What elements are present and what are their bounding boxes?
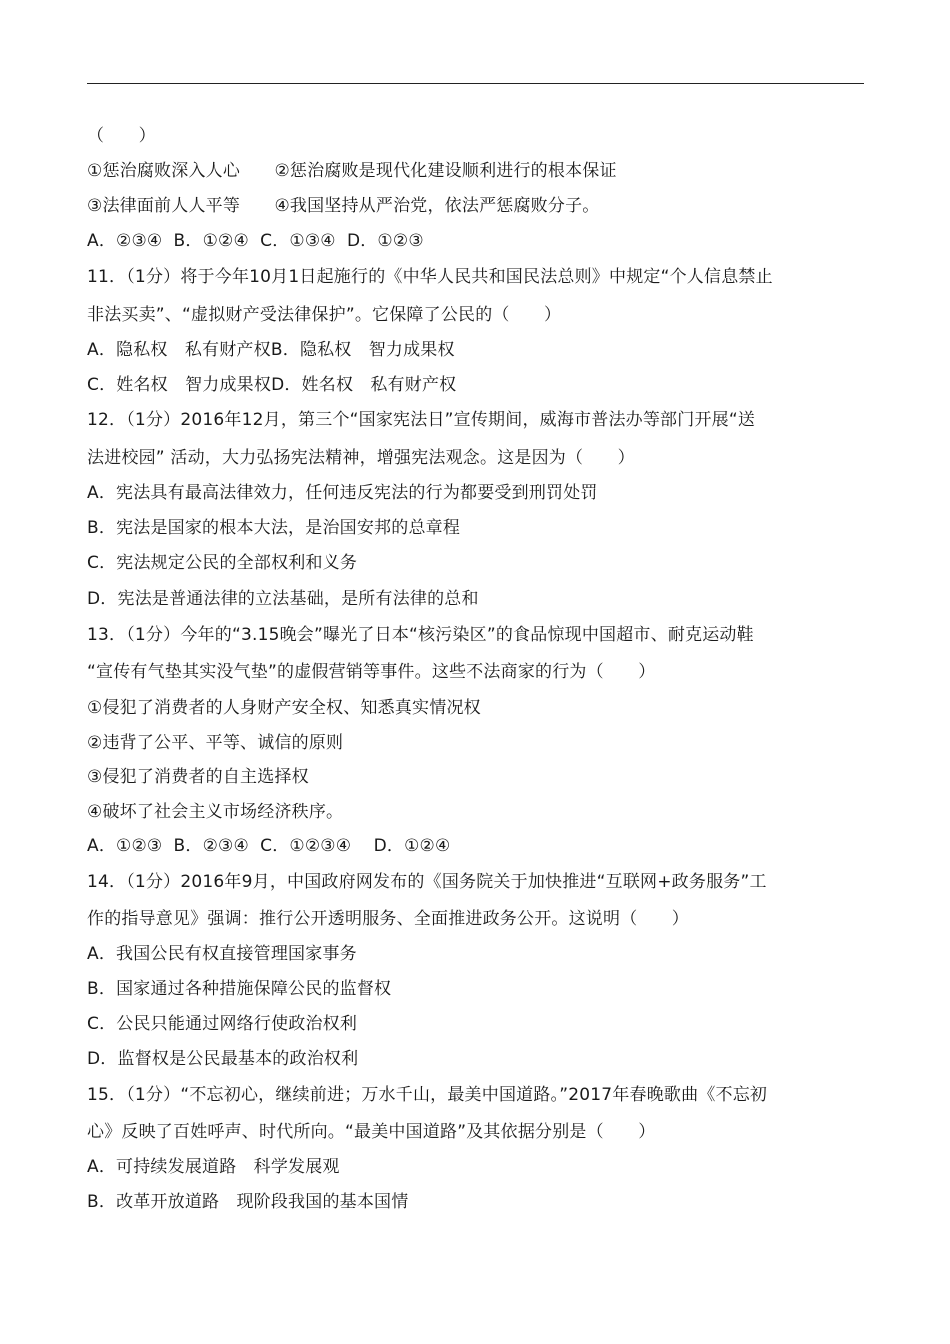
text-line: ③侵犯了消费者的自主选择权 — [87, 767, 309, 787]
answer-options: A．①②③ B．②③④ C．①②③④ D．①②④ — [87, 836, 451, 856]
answer-option: B．国家通过各种措施保障公民的监督权 — [87, 979, 392, 999]
text-line: ③法律面前人人平等 ④我国坚持从严治党，依法严惩腐败分子。 — [87, 196, 600, 216]
question-15-stem: 15．（1分）“不忘初心，继续前进；万水千山，最美中国道路。”2017年春晚歌曲《不忘初 — [87, 1085, 768, 1105]
text-line: ②违背了公平、平等、诚信的原则 — [87, 733, 344, 753]
answer-option: A．可持续发展道路 科学发展观 — [87, 1157, 340, 1177]
text-line: ①惩治腐败深入人心 ②惩治腐败是现代化建设顺利进行的根本保证 — [87, 161, 617, 181]
answer-option: B．宪法是国家的根本大法，是治国安邦的总章程 — [87, 518, 461, 538]
question-12-stem: 12．（1分）2016年12月，第三个“国家宪法日”宣传期间，威海市普法办等部门开展“送 — [87, 410, 756, 430]
answer-options: A．②③④ B．①②④ C．①③④ D．①②③ — [87, 231, 424, 251]
answer-option: C．宪法规定公民的全部权利和义务 — [87, 553, 358, 573]
answer-option: D．宪法是普通法律的立法基础，是所有法律的总和 — [87, 589, 479, 609]
answer-option: D．监督权是公民最基本的政治权利 — [87, 1049, 359, 1069]
text-line: ④破坏了社会主义市场经济秩序。 — [87, 802, 344, 822]
header-rule — [87, 83, 864, 84]
question-13-stem: “宣传有气垫其实没气垫”的虚假营销等事件。这些不法商家的行为（ ） — [87, 662, 656, 682]
answer-options: C．姓名权 智力成果权D．姓名权 私有财产权 — [87, 375, 457, 395]
question-13-stem: 13．（1分）今年的“3.15晚会”曝光了日本“核污染区”的食品惊现中国超市、耐克运动鞋 — [87, 625, 754, 645]
answer-options: A．隐私权 私有财产权B．隐私权 智力成果权 — [87, 340, 455, 360]
question-12-stem: 法进校园” 活动，大力弘扬宪法精神，增强宪法观念。这是因为（ ） — [87, 448, 635, 468]
question-11-stem: 非法买卖”、“虚拟财产受法律保护”。它保障了公民的（ ） — [87, 305, 562, 325]
text-line: （ ） — [87, 126, 156, 146]
text-line: ①侵犯了消费者的人身财产安全权、知悉真实情况权 — [87, 698, 481, 718]
answer-option: C．公民只能通过网络行使政治权利 — [87, 1014, 358, 1034]
answer-option: A．宪法具有最高法律效力，任何违反宪法的行为都要受到刑罚处罚 — [87, 483, 598, 503]
answer-option: A．我国公民有权直接管理国家事务 — [87, 944, 357, 964]
answer-option: B．改革开放道路 现阶段我国的基本国情 — [87, 1192, 409, 1212]
question-11-stem: 11．（1分）将于今年10月1日起施行的《中华人民共和国民法总则》中规定“个人信息禁止 — [87, 267, 773, 287]
question-14-stem: 作的指导意见》强调：推行公开透明服务、全面推进政务公开。这说明（ ） — [87, 909, 689, 929]
question-15-stem: 心》反映了百姓呼声、时代所向。“最美中国道路”及其依据分别是（ ） — [87, 1122, 656, 1142]
question-14-stem: 14．（1分）2016年9月，中国政府网发布的《国务院关于加快推进“互联网+政务服务”工 — [87, 872, 767, 892]
